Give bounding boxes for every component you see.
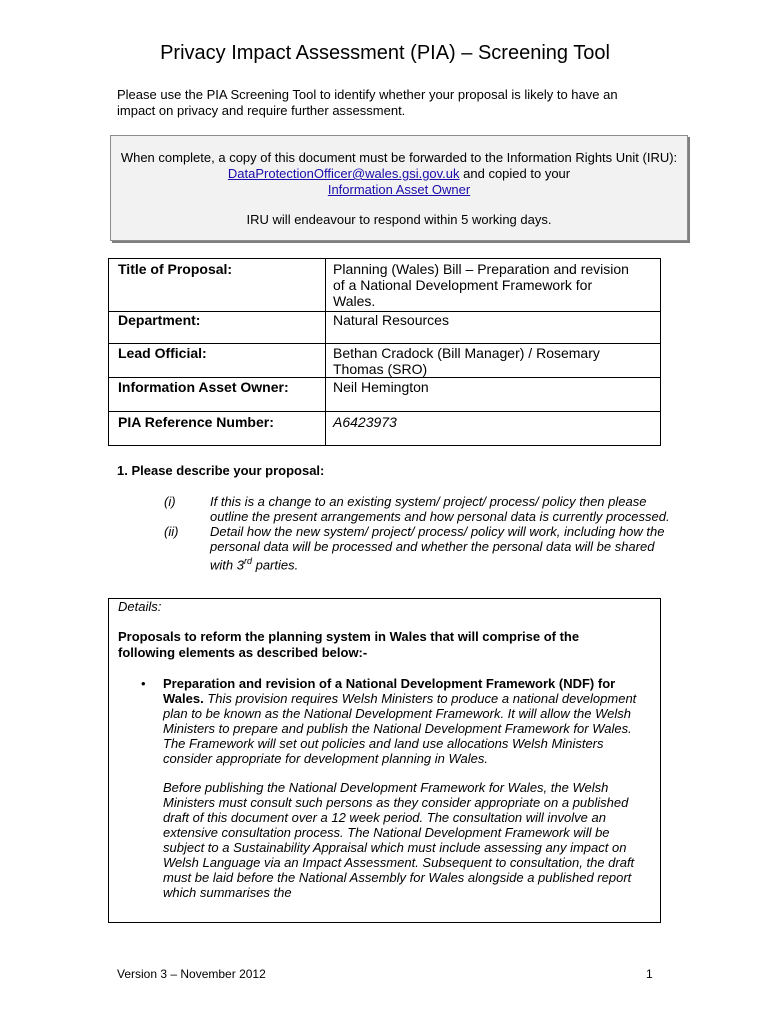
bullet-italic: This provision requires Welsh Ministers to produce a national development plan to be known as the National Development Framework. It will allow the Welsh Ministers to prepare and publish the National Development Framework for Wales. The Framework will set out policies and land use allocations Welsh Ministers consider appropriate for development planning in Wales. <box>163 691 637 766</box>
sub-item-num: (ii) <box>164 524 179 539</box>
notice-line1: When complete, a copy of this document must be forwarded to the Information Rights Unit (IRU): <box>120 150 678 165</box>
bullet-bold: Preparation and revision of a National Development Framework (NDF) for Wales. <box>163 676 616 706</box>
sub-item-text: If this is a change to an existing system/ project/ process/ policy then please outline the present arrangements and how personal data is currently processed. <box>210 494 670 524</box>
title-label: Title of Proposal: <box>118 261 233 277</box>
asset-owner-value: Neil Hemington <box>333 379 429 395</box>
intro-text: Please use the PIA Screening Tool to identify whether your proposal is likely to have an impact on privacy and require further assessment. <box>117 87 618 118</box>
lead-official-value: Bethan Cradock (Bill Manager) / Rosemary Thomas (SRO) <box>333 345 600 377</box>
sub-item <box>160 524 670 572</box>
title-value: Planning (Wales) Bill – Preparation and revision of a National Development Framework for Wales. <box>333 261 629 309</box>
details-label: Details: <box>118 599 162 614</box>
page-title: Privacy Impact Assessment (PIA) – Screening Tool <box>160 42 610 64</box>
bullet-text <box>163 676 648 766</box>
proposal-info-table <box>108 258 661 446</box>
bullet-icon: • <box>141 676 146 691</box>
question-1-sublist <box>160 494 670 572</box>
sub-item <box>160 494 670 524</box>
department-label: Department: <box>118 312 201 328</box>
question-1-heading: 1. Please describe your proposal: <box>117 463 325 478</box>
sub-item-text-after: parties. <box>251 557 299 573</box>
asset-owner-label: Information Asset Owner: <box>118 379 289 395</box>
footer-page-number: 1 <box>646 967 653 981</box>
footer-version: Version 3 – November 2012 <box>117 967 266 981</box>
bullet-paragraph-2: Before publishing the National Development Framework for Wales, the Welsh Ministers must consult such persons as they consider appropriate on a published draft of this document over a 12 week period. The consultation will involve an extensive consultation process. The National Development Framework will be subject to a Sustainability Appraisal which must include assessing any impact on Welsh Language via an Impact Assessment. Subsequent to consultation, the draft must be laid before the National Assembly for Wales alongside a published report which summarises the <box>163 780 635 900</box>
details-box[interactable] <box>108 598 661 923</box>
department-value: Natural Resources <box>333 312 449 328</box>
notice-line1-after: and copied to your <box>459 166 571 181</box>
sub-item-sup: rd <box>243 556 252 566</box>
pia-ref-value: A6423973 <box>333 414 397 430</box>
email-link[interactable]: DataProtectionOfficer@wales.gsi.gov.uk <box>227 166 460 181</box>
notice-box <box>110 135 688 241</box>
pia-ref-label: PIA Reference Number: <box>118 414 274 430</box>
sub-item-text: Detail how the new system/ project/ process/ policy will work, including how the personal data will be processed and whether the personal data will be shared with 3 <box>210 524 665 573</box>
sub-item-num: (i) <box>164 494 176 509</box>
proposals-heading: Proposals to reform the planning system in Wales that will comprise of the following elements as described below:- <box>118 629 580 660</box>
respond-text: IRU will endeavour to respond within 5 working days. <box>246 212 552 227</box>
notice-text <box>111 150 687 198</box>
asset-owner-link[interactable]: Information Asset Owner <box>327 182 471 197</box>
lead-official-label: Lead Official: <box>118 345 207 361</box>
list-item <box>141 676 648 900</box>
